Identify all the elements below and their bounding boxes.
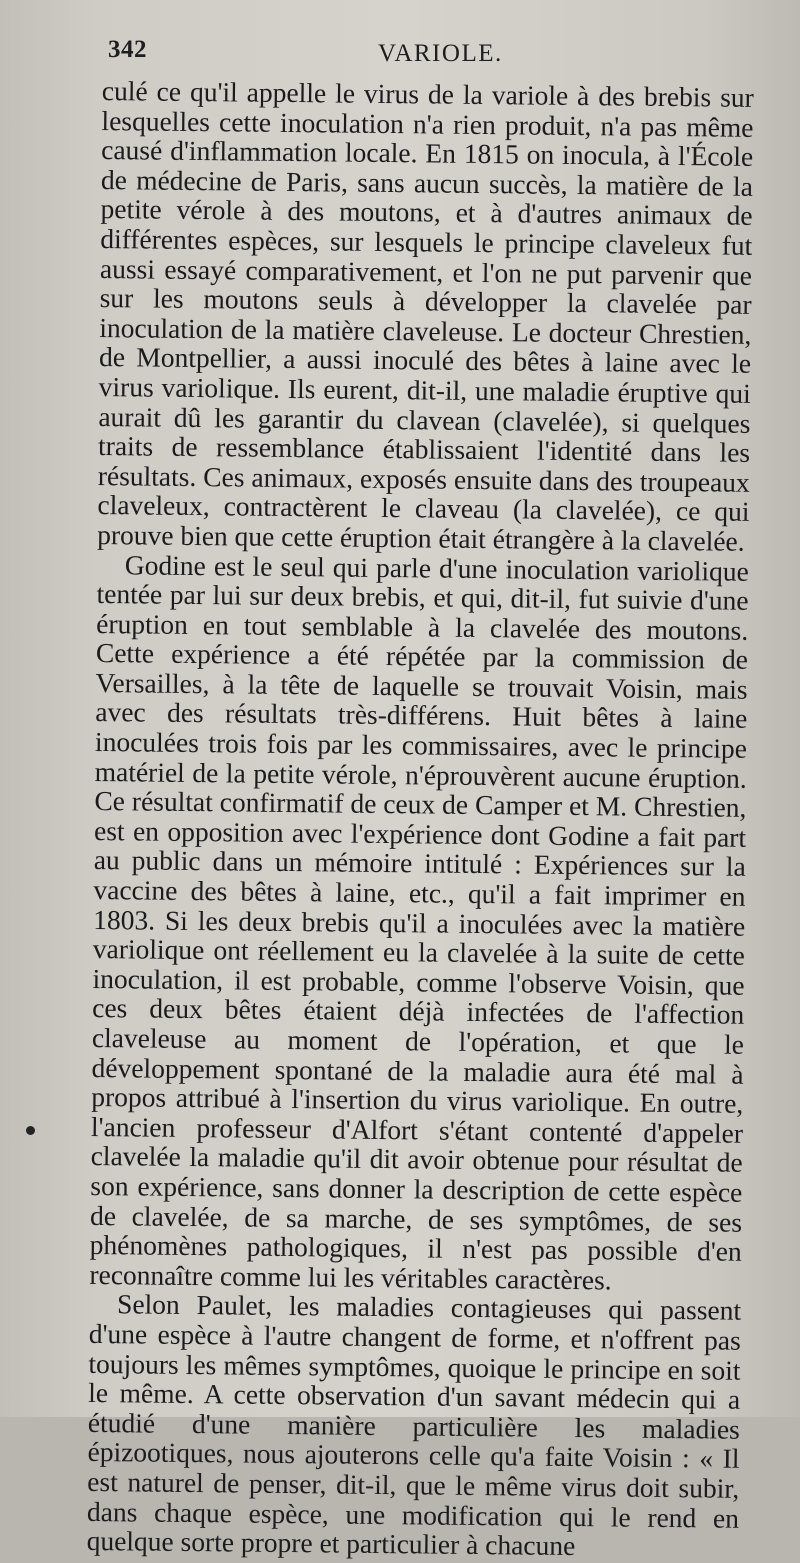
running-title: VARIOLE.: [378, 40, 503, 67]
paragraph-2: Godine est le seul qui parle d'une inoculation variolique tentée par lui sur deux brebis, et qui, dit-il, fut suivie d'une éruption en tout semblable à la clavelée des moutons. Cette expérience a été répétée par la commission de Versailles, à la tête de laquelle se trouvait Voisin, mais avec des résultats très-différens. Huit bêtes à laine inoculées trois fois par les commissaires, avec le principe matériel de la petite vérole, n'éprouvèrent aucune éruption. Ce résultat confirmatif de ceux de Camper et M. Chrestien, est en opposition avec l'expérience dont Godine a fait part au public dans un mémoire intitulé : Expériences sur la vaccine des bêtes à laine, etc., qu'il a fait imprimer en 1803. Si les deux brebis qu'il a inoculées avec la matière variolique ont réellement eu la clavelée à la suite de cette inoculation, il est probable, comme l'observe Voisin, que ces deux bêtes étaient déjà infectées de l'affection claveleuse au moment de l'opération, et que le développement spontané de la maladie aura été mal à propos attribué à l'insertion du virus variolique. En outre, l'ancien professeur d'Alfort s'étant contenté d'appeler clavelée la maladie qu'il dit avoir obtenue pour résultat de son expérience, sans donner la description de cette espèce de clavelée, de sa marche, de ses symptômes, de ses phénomènes pathologiques, il n'est pas possible d'en reconnaître comme lui les véritables caractères.: [89, 548, 750, 1296]
body-text: [87, 76, 754, 1562]
paragraph-1: culé ce qu'il appelle le virus de la variole à des brebis sur lesquelles cette inoculation n'a rien produit, n'a pas même causé d'inflammation locale. En 1815 on inocula, à l'École de médecine de Paris, sans aucun succès, la matière de la petite vérole à des moutons, et à d'autres animaux de différentes espèces, sur lesquels le principe claveleux fut aussi essayé comparativement, et l'on ne put parvenir que sur les moutons seuls à développer la clavelée par inoculation de la matière claveleuse. Le docteur Chrestien, de Montpellier, a aussi inoculé des bêtes à laine avec le virus variolique. Ils eurent, dit-il, une maladie éruptive qui aurait dû les garantir du clavean (clavelée), si quelques traits de ressemblance établissaient l'identité dans les résultats. Ces animaux, exposés ensuite dans des troupeaux claveleux, contractèrent le claveau (la clavelée), ce qui prouve bien que cette éruption était étrangère à la clavelée.: [97, 75, 754, 557]
paragraph-3: Selon Paulet, les maladies contagieuses qui passent d'une espèce à l'autre changent de forme, et n'offrent pas toujours les mêmes symptômes, quoique le principe en soit le même. A cette observation d'un savant médecin qui a étudié d'une manière particulière les maladies épizootiques, nous ajouterons celle qu'a faite Voisin : « Il est naturel de penser, dit-il, que le même virus doit subir, dans chaque espèce, une modification qui le rend en quelque sorte propre et particulier à chacune: [86, 1288, 742, 1562]
page-number: 342: [108, 36, 147, 63]
page-header: [108, 36, 740, 70]
ink-spot: [26, 1126, 35, 1135]
